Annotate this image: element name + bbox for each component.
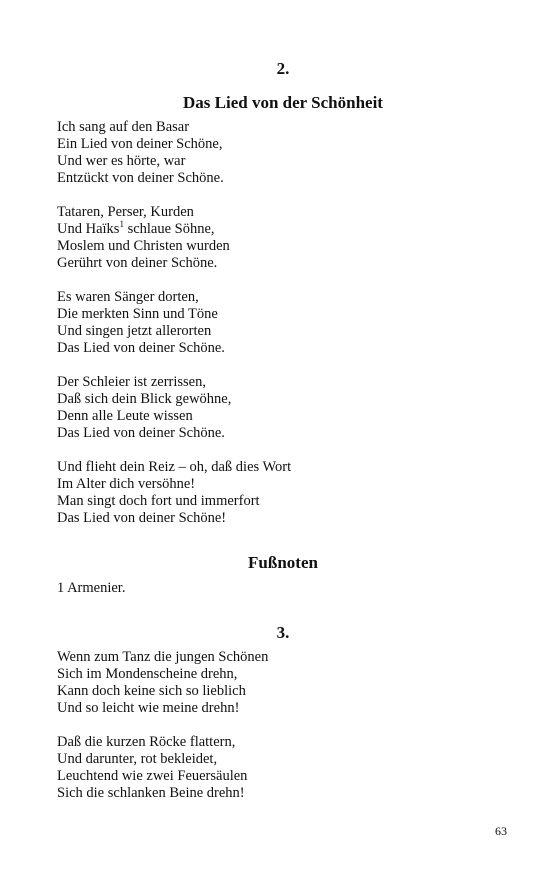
verse-line: Und so leicht wie meine drehn! (57, 700, 240, 716)
verse-line: Sich im Mondenscheine drehn, (57, 666, 238, 682)
footnote-item: 1 Armenier. (57, 580, 126, 596)
verse-line-start: Und Haïks (57, 221, 120, 237)
verse-line: Moslem und Christen wurden (57, 238, 230, 254)
verse-line: Die merkten Sinn und Töne (57, 306, 218, 322)
verse-line-end: schlaue Söhne, (123, 221, 215, 237)
verse-line: Und singen jetzt allerorten (57, 323, 212, 339)
stanza (57, 374, 509, 442)
stanza (57, 289, 509, 357)
verse-line: Der Schleier ist zerrissen, (57, 374, 206, 390)
footnote-reference[interactable]: 1 (119, 219, 124, 230)
stanza (57, 119, 509, 187)
verse-line: Sich die schlanken Beine drehn! (57, 785, 245, 801)
stanza (57, 459, 509, 527)
poem-title: Das Lied von der Schönheit (183, 93, 383, 112)
poem-number-heading: 3. (276, 623, 290, 642)
verse-line: Und darunter, rot bekleidet, (57, 751, 218, 767)
verse-line: Ich sang auf den Basar (57, 119, 190, 135)
verse-line: Tataren, Perser, Kurden (57, 204, 194, 220)
poem-number-heading: 2. (276, 59, 290, 78)
verse-line: Das Lied von deiner Schöne! (57, 510, 227, 526)
stanza (57, 734, 509, 802)
verse-line: Im Alter dich versöhne! (57, 476, 196, 492)
verse-line: Es waren Sänger dorten, (57, 289, 199, 305)
verse-line: Ein Lied von deiner Schöne, (57, 136, 223, 152)
footnotes-heading: Fußnoten (248, 553, 318, 572)
verse-line: Daß sich dein Blick gewöhne, (57, 391, 232, 407)
verse-line: Leuchtend wie zwei Feuersäulen (57, 768, 248, 784)
stanza (57, 204, 509, 272)
verse-line: Und wer es hörte, war (57, 153, 186, 169)
book-page (57, 58, 509, 819)
verse-line: Wenn zum Tanz die jungen Schönen (57, 649, 269, 665)
verse-line-with-footnote (57, 221, 509, 238)
verse-line: Entzückt von deiner Schöne. (57, 170, 224, 186)
stanza (57, 649, 509, 717)
page-number: 63 (495, 824, 507, 838)
verse-line: Das Lied von deiner Schöne. (57, 425, 225, 441)
verse-line: Daß die kurzen Röcke flattern, (57, 734, 236, 750)
verse-line: Das Lied von deiner Schöne. (57, 340, 225, 356)
verse-line: Kann doch keine sich so lieblich (57, 683, 246, 699)
verse-line: Man singt doch fort und immerfort (57, 493, 260, 509)
verse-line: Und flieht dein Reiz – oh, daß dies Wort (57, 459, 292, 475)
verse-line: Denn alle Leute wissen (57, 408, 193, 424)
verse-line: Gerührt von deiner Schöne. (57, 255, 218, 271)
